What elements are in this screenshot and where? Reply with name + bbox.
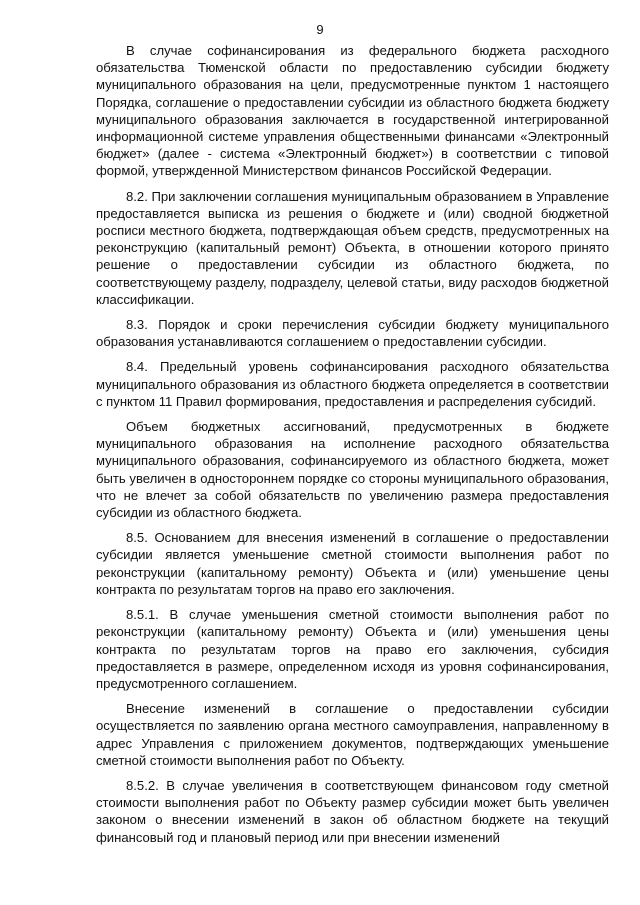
paragraph-8-2: 8.2. При заключении соглашения муниципальным образованием в Управление предоставляется выписка из решения о бюджете и (или) сводной бюджетной росписи местного бюджета, подтверждающая объем средств, предусмотренных на реконструкцию (капитальный ремонт) Объекта, в отношении которого принято решение о предоставлении субсидии из областного бюджета, по соответствующему разделу, подразделу, целевой статьи, виду расходов бюджетной классификации. [96, 188, 609, 307]
paragraph-budget-allocations: Объем бюджетных ассигнований, предусмотренных в бюджете муниципального образования на исполнение расходного обязательства муниципального образования, софинансируемого из областного бюджета, может быть увеличен в одностороннем порядке со стороны муниципального образования, что не влечет за собой обязательств по увеличению размера предоставления субсидии из областного бюджета. [96, 419, 609, 521]
paragraph-8-4: 8.4. Предельный уровень софинансирования расходного обязательства муниципального образования из областного бюджета определяется в соответствии с пунктом 11 Правил формирования, предоставления и распределения субсидий. [96, 359, 609, 409]
paragraph-amendments: Внесение изменений в соглашение о предоставлении субсидии осуществляется по заявлению органа местного самоуправления, направленному в адрес Управления с приложением документов, подтверждающих уменьшение сметной стоимости выполнения работ по Объекту. [96, 701, 609, 768]
paragraph-8-5: 8.5. Основанием для внесения изменений в соглашение о предоставлении субсидии является уменьшение сметной стоимости выполнения работ по реконструкции (капитальному ремонту) Объекта и (или) уменьшение цены контракта по результатам торгов на право его заключения. [96, 530, 609, 597]
document-body [96, 42, 609, 854]
paragraph-8-5-1: 8.5.1. В случае уменьшения сметной стоимости выполнения работ по реконструкции (капитальному ремонту) Объекта и (или) уменьшения цены контракта по результатам торгов на право его заключения, субсидия предоставляется в размере, определенном исходя из уровня софинансирования, предусмотренного соглашением. [96, 607, 609, 691]
paragraph-8-5-2: 8.5.2. В случае увеличения в соответствующем финансовом году сметной стоимости выполнения работ по Объекту размер субсидии может быть увеличен законом о внесении изменений в закон об областном бюджете на текущий финансовый год и плановый период или при внесении изменений [96, 777, 609, 845]
paragraph-cofinancing-federal: В случае софинансирования из федерального бюджета расходного обязательства Тюменской области по предоставлению субсидии бюджету муниципального образования на цели, предусмотренные пунктом 1 настоящего Порядка, соглашение о предоставлении субсидии из областного бюджета бюджету муниципального образования заключается в государственной интегрированной информационной системе управления общественными финансами «Электронный бюджет» (далее - система «Электронный бюджет») в соответствии с типовой формой, утвержденной Министерством финансов Российской Федерации. [96, 43, 609, 179]
page-number: 9 [316, 22, 324, 37]
paragraph-8-3: 8.3. Порядок и сроки перечисления субсидии бюджету муниципального образования устанавливаются соглашением о предоставлении субсидии. [96, 317, 609, 350]
